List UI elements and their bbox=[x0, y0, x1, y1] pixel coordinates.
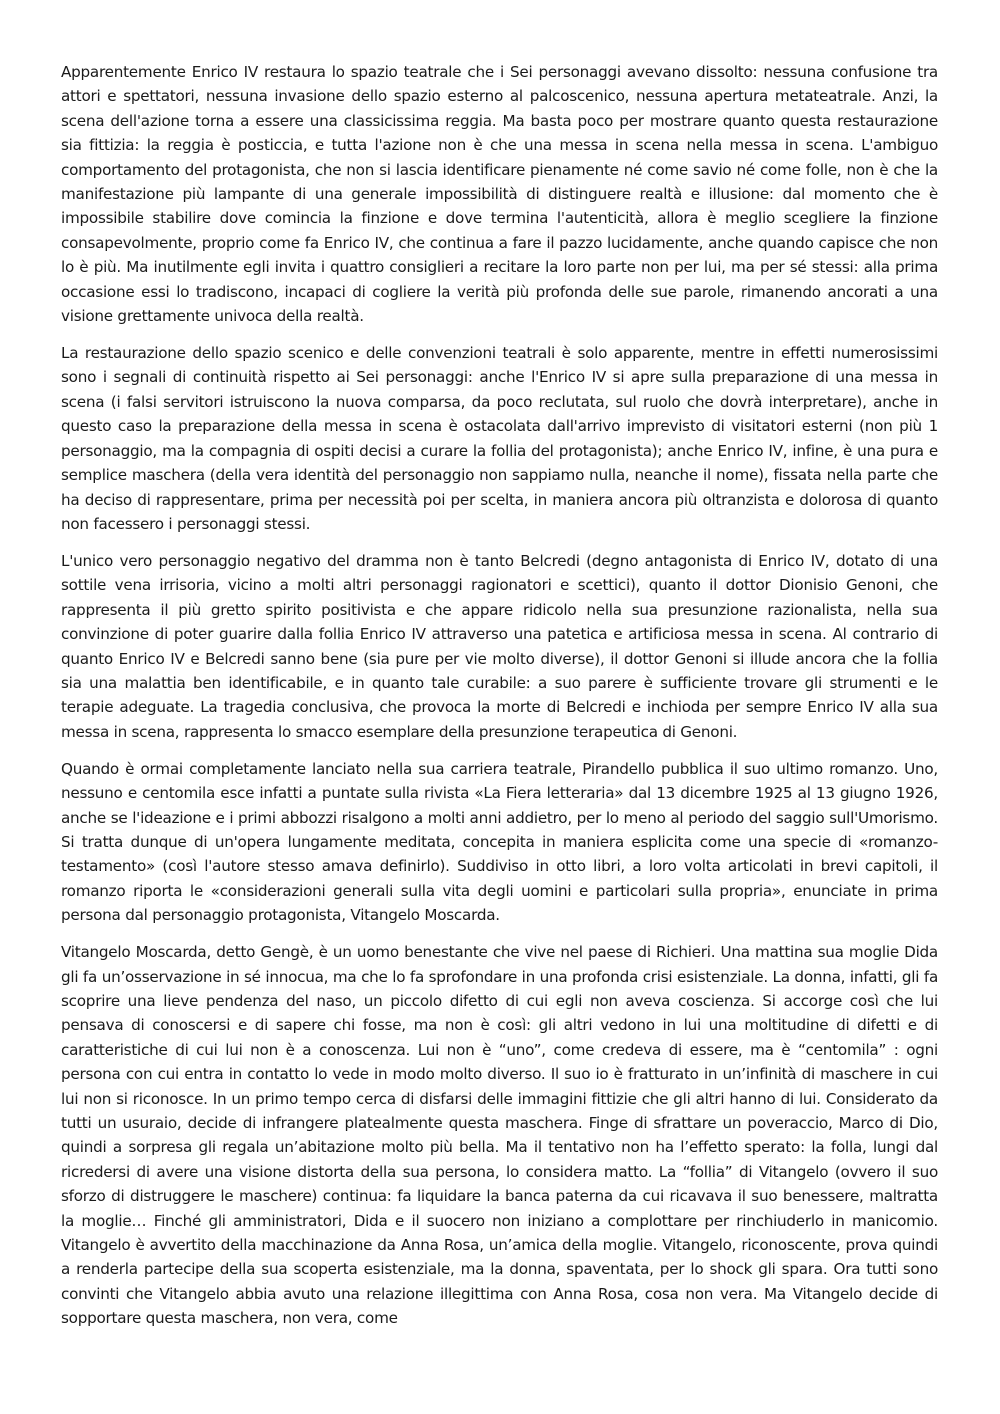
paragraph-continuita-sei-personaggi: La restaurazione dello spazio scenico e delle convenzioni teatrali è solo apparente, mentre in effetti numerosissimi sono i segnali di continuità rispetto ai Sei personaggi: anche l'Enrico IV si apre sulla preparazione di una messa in scena (i falsi servitori istruiscono la nuova comparsa, da poco reclutata, sul ruolo che dovrà interpretare), anche in questo caso la preparazione della messa in scena è ostacolata dall'arrivo imprevisto di visitatori esterni (non più 1 personaggio, ma la compagnia di ospiti decisi a curare la follia del protagonista); anche Enrico IV, infine, è una pura e semplice maschera (della vera identità del personaggio non sappiamo nulla, neanche il nome), fissata nella parte che ha deciso di rappresentare, prima per necessità poi per scelta, in maniera ancora più oltranzista e dolorosa di quanto non facessero i personaggi stessi. bbox=[61, 344, 938, 533]
document-page bbox=[61, 60, 938, 1343]
paragraph-vitangelo-moscarda: Vitangelo Moscarda, detto Gengè, è un uomo benestante che vive nel paese di Richieri. Una mattina sua moglie Dida gli fa un’osservazione in sé innocua, ma che lo fa sprofondare in una profonda crisi esistenziale. La donna, infatti, gli fa scoprire una lieve pendenza del naso, un piccolo difetto di cui egli non aveva coscienza. Si accorge così che lui pensava di conoscersi e di sapere chi fosse, ma non è così: gli altri vedono in lui una moltitudine di difetti e di caratteristiche di cui lui non è a conoscenza. Lui non è “uno”, come credeva di essere, ma è “centomila” : ogni persona con cui entra in contatto lo vede in modo molto diverso. Il suo io è fratturato in un’infinità di maschere in cui lui non si riconosce. In un primo tempo cerca di disfarsi delle immagini fittizie che gli altri hanno di lui. Considerato da tutti un usuraio, decide di infrangere platealmente questa maschera. Finge di sfrattare un poveraccio, Marco di Dio, quindi a sorpresa gli regala un’abitazione molto più bella. Ma il tentativo non ha l’effetto sperato: la folla, lungi dal ricredersi di avere una visione distorta della sua persona, lo considera matto. La “follia” di Vitangelo (ovvero il suo sforzo di distruggere le maschere) continua: fa liquidare la banca paterna da cui ricavava il suo benessere, maltratta la moglie… Finché gli amministratori, Dida e il suocero non iniziano a complottare per rinchiuderlo in manicomio. Vitangelo è avvertito della macchinazione da Anna Rosa, un’amica della moglie. Vitangelo, riconoscente, prova quindi a renderla partecipe della sua scoperta esistenziale, ma la donna, spaventata, per lo shock gli spara. Ora tutti sono convinti che Vitangelo abbia avuto una relazione illegittima con Anna Rosa, cosa non vera. Ma Vitangelo decide di sopportare questa maschera, non vera, come bbox=[61, 943, 938, 1328]
paragraph-uno-nessuno-centomila: Quando è ormai completamente lanciato nella sua carriera teatrale, Pirandello pubblica il suo ultimo romanzo. Uno, nessuno e centomila esce infatti a puntate sulla rivista «La Fiera letteraria» dal 13 dicembre 1925 al 13 giugno 1926, anche se l'ideazione e i primi abbozzi risalgono a molti anni addietro, per lo meno al periodo del saggio sull'Umorismo. Si tratta dunque di un'opera lungamente meditata, concepita in maniera esplicita come una specie di «romanzo-testamento» (così l'autore stesso amava definirlo). Suddiviso in otto libri, a loro volta articolati in brevi capitoli, il romanzo riporta le «considerazioni generali sulla vita degli uomini e particolari sulla propria», enunciate in prima persona dal personaggio protagonista, Vitangelo Moscarda. bbox=[61, 759, 938, 925]
paragraph-enrico-iv-restaurazione: Apparentemente Enrico IV restaura lo spazio teatrale che i Sei personaggi avevano dissolto: nessuna confusione tra attori e spettatori, nessuna invasione dello spazio esterno al palcoscenico, nessuna apertura metateatrale. Anzi, la scena dell'azione torna a essere una classicissima reggia. Ma basta poco per mostrare quanto questa restaurazione sia fittizia: la reggia è posticcia, e tutta l'azione non è che una messa in scena nella messa in scena. L'ambiguo comportamento del protagonista, che non si lascia identificare pienamente né come savio né come folle, non è che la manifestazione più lampante di una generale impossibilità di distinguere realtà e illusione: dal momento che è impossibile stabilire dove comincia la finzione e dove termina l'autenticità, allora è meglio scegliere la finzione consapevolmente, proprio come fa Enrico IV, che continua a fare il pazzo lucidamente, anche quando capisce che non lo è più. Ma inutilmente egli invita i quattro consiglieri a recitare la loro parte non per lui, ma per sé stessi: alla prima occasione essi lo tradiscono, incapaci di cogliere la verità più profonda delle sue parole, rimanendo ancorati a una visione grettamente univoca della realtà. bbox=[61, 63, 938, 326]
paragraph-dottor-genoni: L'unico vero personaggio negativo del dramma non è tanto Belcredi (degno antagonista di Enrico IV, dotato di una sottile vena irrisoria, vicino a molti altri personaggi ragionatori e scettici), quanto il dottor Dionisio Genoni, che rappresenta il più gretto spirito positivista e che appare ridicolo nella sua presunzione razionalista, nella sua convinzione di poter guarire dalla follia Enrico IV attraverso una patetica e artificiosa messa in scena. Al contrario di quanto Enrico IV e Belcredi sanno bene (sia pure per vie molto diverse), il dottor Genoni si illude ancora che la follia sia una malattia ben identificabile, e in quanto tale curabile: a suo parere è sufficiente trovare gli strumenti e le terapie adeguate. La tragedia conclusiva, che provoca la morte di Belcredi e inchioda per sempre Enrico IV alla sua messa in scena, rappresenta lo smacco esemplare della presunzione terapeutica di Genoni. bbox=[61, 551, 938, 741]
